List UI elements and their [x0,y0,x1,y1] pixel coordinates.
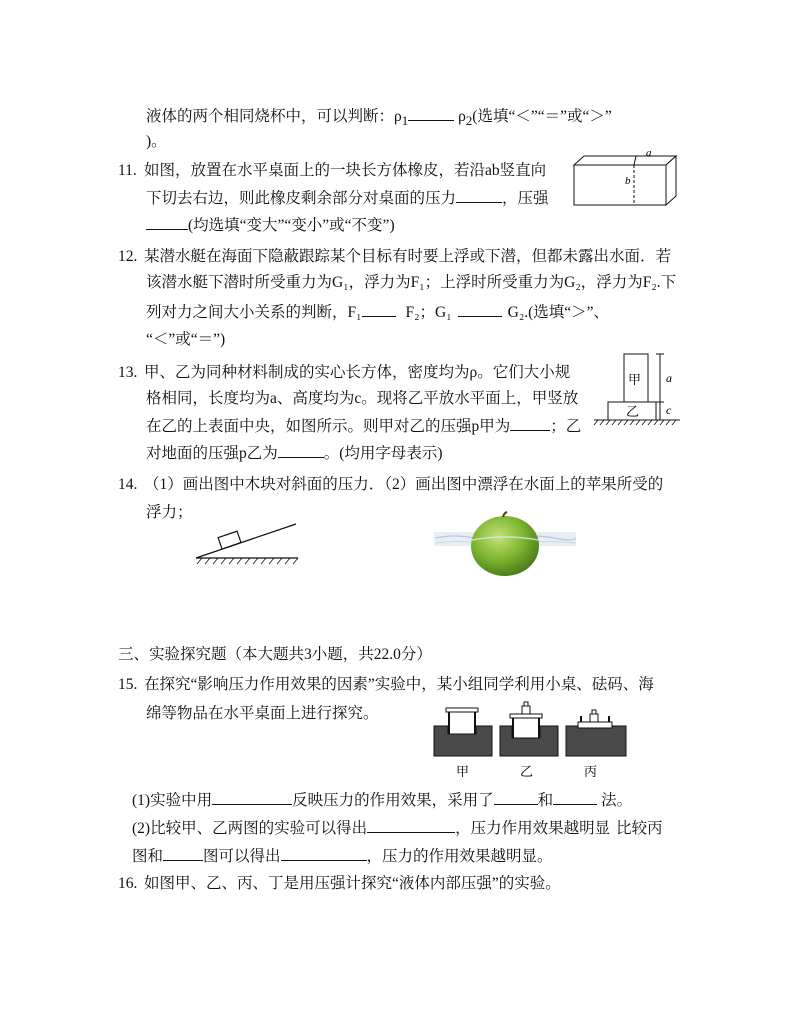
q11-blank-pressure[interactable] [146,215,188,230]
q11-eraser-figure [568,148,684,210]
q15-sub3 [132,846,553,867]
q15-sub1-a: (1)实验中用 [132,792,213,809]
q15-sub2 [132,818,663,839]
q15-fig-label-yi: 乙 [520,764,534,779]
q10-text-end: )。 [146,133,167,150]
q15-sub1 [132,790,632,811]
q15-sub3-b: 图可以得出 [203,848,281,865]
q15-text-2: 绵等物品在水平桌面上进行探究。 [146,705,379,722]
q12-line2 [146,273,676,293]
q12-text-1: 某潜水艇在海面下隐蔽跟踪某个目标有时要上浮或下潜，但都未露出水面．若 [144,248,672,265]
q13-line2 [146,389,578,409]
q13-line3 [146,416,581,437]
apple-icon [471,516,539,576]
q10-text-sep: ρ [454,108,466,125]
q11-number: 11. [118,162,137,179]
q15-sub2-c: 比较丙 [616,820,663,837]
q13-text-4b: 。(均用字母表示) [323,445,443,462]
q11-blank-force[interactable] [456,188,502,203]
q12-text-4: “＜”或“＝”) [146,331,226,348]
q15-sub2-b: ，压力作用效果越明显 [455,820,611,837]
q12-line4 [146,330,225,350]
q11-fig-label-b: b [625,175,631,187]
q13-blank-p-jia[interactable] [510,416,550,431]
q16-number: 16. [118,875,138,892]
q11-fig-label-a: a [646,148,652,159]
q15-sub3-a: 图和 [132,848,164,865]
q15-sub2-a: (2)比较甲、乙两图的实验可以得出 [132,820,368,837]
q15-blank-compare[interactable] [163,846,203,861]
q13-fig-label-c: c [666,403,672,417]
q11-text-3: (均选填“变大”“变小”或“不变”) [188,217,395,234]
q13-line1 [118,363,570,383]
q13-text-4a: 对地面的压强p乙为 [146,445,278,462]
q10-blank-1[interactable] [408,106,454,121]
section3-title-text: 三、实验探究题（本大题共3小题，共22.0分） [118,646,432,663]
q15-line1 [118,675,654,695]
q10-line2 [146,132,167,152]
q12-blank-gravity[interactable] [458,302,502,317]
q14-incline-figure [192,518,302,566]
q12-line1 [118,247,671,267]
q16-text-1: 如图甲、乙、丙、丁是用压强计探究“液体内部压强”的实验。 [144,875,561,892]
q13-blank-p-yi[interactable] [278,443,324,458]
q13-text-1: 甲、乙为同种材料制成的实心长方体，密度均为ρ。它们大小规 [144,364,571,381]
q14-line2 [146,503,193,523]
q13-number: 13. [118,364,138,381]
q11-text-2a: 下切去右边，则此橡皮剩余部分对桌面的压力 [146,190,457,207]
q15-blank-conclusion-1[interactable] [367,818,455,833]
q13-line4 [146,443,443,464]
q10-sub2: 2 [465,113,473,129]
q15-blank-method-1[interactable] [494,790,538,805]
q15-sub1-d: 法。 [601,792,633,809]
q13-fig-label-a: a [666,371,672,385]
q12-text-3c: G₂.(选填“＞”、 [507,304,610,321]
q15-fig-label-jia: 甲 [456,764,470,779]
q14-line1 [118,475,663,495]
q10-line1 [146,106,612,131]
q10-text-a: 液体的两个相同烧杯中，可以判断：ρ [146,108,402,125]
q13-text-2: 格相同，长度均为a、高度均为c。现将乙平放水平面上，甲竖放 [146,390,579,407]
q13-text-3a: 在乙的上表面中央，如图所示。则甲对乙的压强p甲为 [146,418,511,435]
q14-apple-figure [434,508,576,580]
q15-sponge-figure [432,700,632,780]
q11-text-1: 如图，放置在水平桌面上的一块长方体橡皮，若沿ab竖直向 [144,162,547,179]
q14-text-2: 浮力； [146,504,193,521]
q10-sub1: 1 [401,113,409,129]
q12-blank-force[interactable] [362,302,396,317]
q15-line2 [146,704,379,724]
q11-line2 [146,188,549,209]
q12-line3 [146,302,609,323]
q11-text-2b: ，压强 [502,190,549,207]
q16-line1 [118,874,561,894]
q13-blocks-figure [590,350,686,428]
q12-text-3a: 列对力之间大小关系的判断，F₁ [146,304,362,321]
q14-number: 14. [118,476,138,493]
q12-text-2: 该潜水艇下潜时所受重力为G₁，浮力为F₁；上浮时所受重力为G₂，浮力为F₂.下 [146,274,677,291]
q15-number: 15. [118,676,138,693]
q15-text-1: 在探究“影响压力作用效果的因素”实验中，某小组同学利用小桌、砝码、海 [144,676,654,693]
q15-fig-label-bing: 丙 [584,764,598,779]
q15-blank-conclusion-2[interactable] [281,846,367,861]
q14-text-1: （1）画出图中木块对斜面的压力．（2）画出图中漂浮在水面上的苹果所受的 [144,476,664,493]
q13-text-3b: ；乙 [550,418,582,435]
q15-sub1-b: 反映压力的作用效果，采用了 [292,792,494,809]
q11-line3 [146,215,395,236]
section3-title [118,645,432,665]
q15-sub3-c: ，压力的作用效果越明显。 [366,848,553,865]
q10-text-b: (选填“＜”“＝”或“＞” [472,108,612,125]
q15-sub1-c: 和 [537,792,554,809]
q15-blank-method-2[interactable] [553,790,597,805]
q12-text-3b: F₂；G₁ [405,304,452,321]
q13-fig-label-yi: 乙 [626,404,640,419]
q11-line1 [118,161,546,181]
q13-fig-label-jia: 甲 [628,372,642,387]
q12-number: 12. [118,248,138,265]
q15-blank-indicator[interactable] [212,790,292,805]
